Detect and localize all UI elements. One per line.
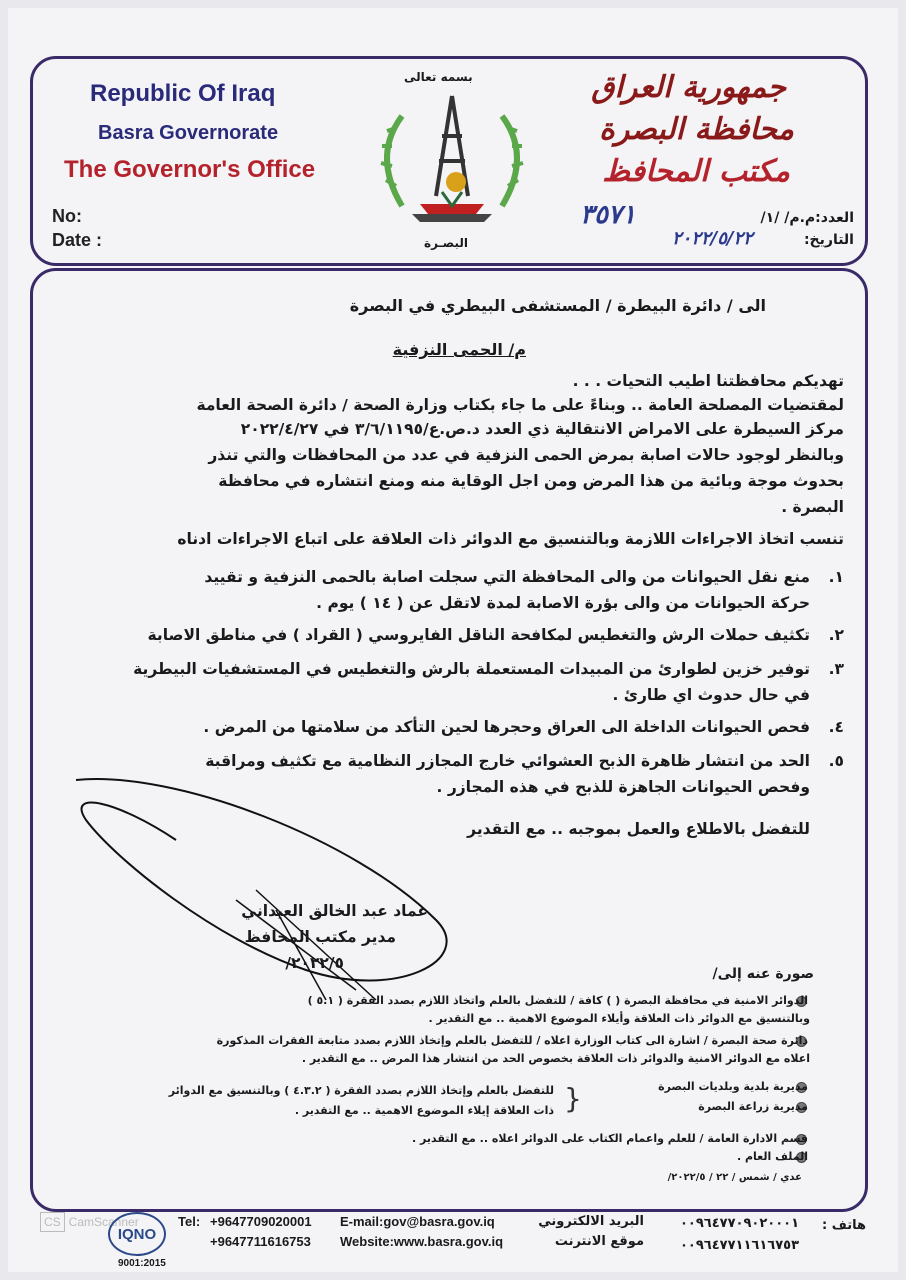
item-number: ٤. — [828, 718, 844, 736]
subject: م/ الحمى النزفية — [392, 340, 526, 359]
paragraph-line: البصرة . — [781, 498, 844, 516]
en-date-label: Date : — [52, 230, 103, 250]
en-no-label: No: — [52, 206, 82, 226]
signature-scribble-icon — [56, 760, 476, 1020]
handwritten-date: ٢٠٢٢/٥/٢٢ — [672, 228, 753, 249]
cc-line: للتفضل بالعلم وإتخاذ اللازم بصدد الفقرة ( ٤.٣.٢ ) وبالتنسيق مع الدوائر — [168, 1084, 554, 1097]
iso-label: 9001:2015 — [118, 1258, 166, 1269]
item-line: تكثيف حملات الرش والتغطيس لمكافحة الناقل الفايروسي ( القراد ) في مناطق الاصابة — [147, 626, 810, 644]
ar-number-label: العدد:م.م/ /١/ — [760, 210, 854, 226]
cc-line: الملف العام . — [736, 1150, 808, 1163]
ar-email-label: البريد الالكتروني — [538, 1214, 644, 1229]
cc-line: ذات العلاقة إيلاء الموضوع الاهمية .. مع التقدير . — [294, 1104, 554, 1117]
signatory-date: ٢٠٢٢/٥/ — [285, 954, 344, 972]
scanner-watermark: CS CamScanner — [40, 1212, 139, 1232]
paragraph-line: بحدوث موجة وبائية من هذا المرض ومن اجل الوقاية منه ومنع انتشاره في محافظة — [218, 472, 844, 490]
cc-line: مديرية بلدية وبلديات البصرة — [658, 1080, 808, 1093]
tel-1: +9647709020001 — [210, 1214, 312, 1229]
en-governorate: Basra Governorate — [98, 122, 279, 144]
cc-line: اعلاه مع الدوائر الامنية والدوائر ذات العلاقة بخصوص الحد من انتشار هذا المرض .. مع التقدير . — [301, 1052, 810, 1065]
cc-title: صورة عنه إلى/ — [712, 966, 814, 982]
paragraph-line: لمقتضيات المصلحة العامة .. وبناءً على ما جاء بكتاب وزارة الصحة / دائرة الصحة العامة — [196, 396, 844, 414]
en-country-title: Republic Of Iraq — [90, 80, 276, 107]
signatory-role: مدير مكتب المحافظ — [244, 928, 396, 946]
closing-line: للتفضل بالاطلاع والعمل بموجبه .. مع التقدير — [467, 820, 810, 838]
item-line: توفير خزين لطوارئ من المبيدات المستعملة بالرش والتغطيس في المستشفيات البيطرية — [133, 660, 810, 678]
ar-governorate: محافظة البصرة — [599, 112, 794, 147]
item-number: ١. — [828, 568, 844, 586]
paragraph-line: وبالنظر لوجود حالات اصابة بمرض الحمى النزفية في عدد من المحافظات والتي تنذر — [208, 446, 844, 464]
ar-date-label: التاريخ: — [803, 232, 854, 248]
item-line: فحص الحيوانات الداخلة الى العراق وحجرها لحين التأكد من سلامتها من المرض . — [203, 718, 810, 736]
handwritten-number: ٣٥٧١ — [580, 200, 636, 230]
recipient: الى / دائرة البيطرة / المستشفى البيطري في البصرة — [349, 296, 766, 315]
cc-line: دائرة صحة البصرة / اشارة الى كتاب الوزارة اعلاه / للتفضل بالعلم وإتخاذ اللازم بصدد متابعة الفقرات المذكورة — [216, 1034, 808, 1047]
website[interactable]: Website:www.basra.gov.iq — [340, 1234, 504, 1249]
email[interactable]: E-mail:gov@basra.gov.iq — [340, 1214, 495, 1229]
basra-emblem-icon — [372, 86, 532, 236]
cc-line: مديرية زراعة البصرة — [698, 1100, 808, 1113]
tel-2: +9647711616753 — [210, 1234, 311, 1249]
emblem-label: البصـرة — [424, 236, 468, 250]
item-line: حركة الحيوانات من والى بؤرة الاصابة لمدة لاتقل عن ( ١٤ ) يوم . — [316, 594, 810, 612]
iso-mark-icon: IQNO — [108, 1212, 166, 1256]
item-number: ٥. — [828, 752, 844, 770]
ar-phone-2: ٠٠٩٦٤٧٧١١٦١٦٧٥٣ — [680, 1238, 800, 1253]
greeting: تهديكم محافظتنا اطيب التحيات . . . — [572, 372, 844, 390]
ar-website-label: موقع الانترنت — [554, 1234, 644, 1249]
signatory-name: عماد عبد الخالق العيداني — [241, 902, 428, 920]
cc-line: الدوائر الامنية في محافظة البصرة ( ) كافة / للتفضل بالعلم واتخاذ اللازم بصدد الفقرة ( ٥.١ ) — [307, 994, 808, 1007]
item-number: ٢. — [828, 626, 844, 644]
ar-office: مكتب المحافظ — [602, 154, 790, 189]
tel-label: Tel: — [178, 1214, 201, 1229]
paragraph-line: مركز السيطرة على الامراض الانتقالية ذي العدد د.ص.ع/٣/٦/١١٩٥ في ٢٠٢٢/٤/٢٧ — [240, 420, 844, 438]
item-line: وفحص الحيوانات الجاهزة للذبح في هذه المجازر . — [436, 778, 810, 796]
item-line: الحد من انتشار ظاهرة الذبح العشوائي خارج المجازر النظامية مع تكثيف ومراقبة — [205, 752, 810, 770]
item-line: في حال حدوث اي طارئ . — [612, 686, 810, 704]
paragraph-line: تنسب اتخاذ الاجراءات اللازمة وبالتنسيق مع الدوائر ذات العلاقة على اتباع الاجراءات ادناه — [177, 530, 844, 548]
item-number: ٣. — [828, 660, 844, 678]
cc-line: وبالتنسيق مع الدوائر ذات العلاقة وأيلاء الموضوع الاهمية .. مع التقدير . — [428, 1012, 810, 1025]
item-line: منع نقل الحيوانات من والى المحافظة التي سجلت اصابة بالحمى النزفية و تقييد — [204, 568, 810, 586]
ar-phone-label: هاتف : — [822, 1218, 866, 1233]
cc-line: قسم الادارة العامة / للعلم واعمام الكتاب على الدوائر اعلاه .. مع التقدير . — [412, 1132, 808, 1145]
ar-country-title: جمهورية العراق — [591, 70, 786, 105]
ar-phone-1: ٠٠٩٦٤٧٧٠٩٠٢٠٠٠١ — [680, 1216, 800, 1231]
bismillah: بسمه تعالى — [404, 70, 473, 84]
bracket-icon: } — [564, 1082, 582, 1115]
reference-line: عدي / شمس / ٢٢ / ٢٠٢٢/٥/ — [667, 1172, 802, 1183]
en-office: The Governor's Office — [64, 156, 316, 183]
